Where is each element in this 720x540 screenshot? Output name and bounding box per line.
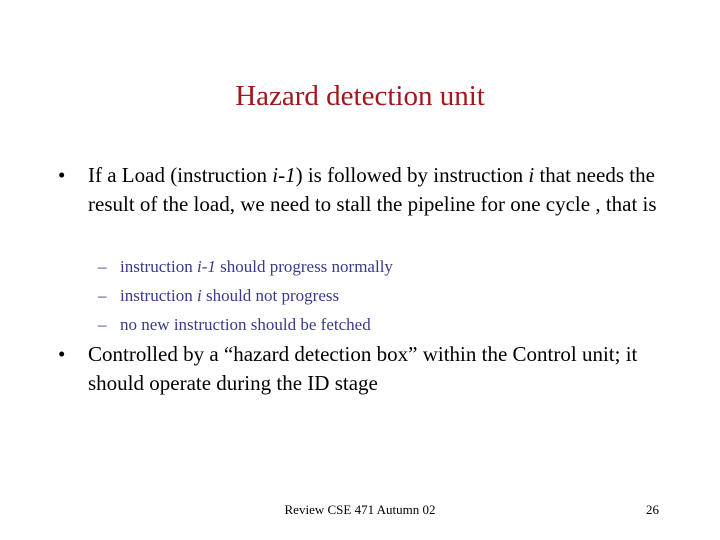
sub-bullet-text: should progress normally xyxy=(215,257,393,276)
bullet-text-part: ) is followed by instruction xyxy=(295,163,529,187)
bullet-text-part: that needs the result of the load, we need to stall the pipeline for one cycle , that is xyxy=(88,163,657,216)
bullet-load-stall xyxy=(58,161,668,219)
bullet-italic-term: i xyxy=(528,163,535,187)
bullet-text: Controlled by a “hazard detection box” within the Control unit; it should operate during the ID stage xyxy=(88,342,638,395)
sub-bullet-marker: – xyxy=(98,315,107,334)
footer-course-label: Review CSE 471 Autumn 02 xyxy=(284,502,436,517)
sub-bullet-text: no new instruction should be fetched xyxy=(120,315,371,334)
sub-bullet-marker: – xyxy=(98,286,107,305)
bullet-italic-term: i-1 xyxy=(272,163,296,187)
sub-bullet-italic-term: i-1 xyxy=(196,257,216,276)
bullet-hazard-box xyxy=(58,340,668,398)
bullet-marker: • xyxy=(58,342,66,366)
sub-bullet-item xyxy=(98,310,658,339)
sub-bullet-text: instruction xyxy=(120,257,197,276)
slide-title: Hazard detection unit xyxy=(235,80,485,112)
sub-bullet-item xyxy=(98,281,658,310)
sub-bullet-text: should not progress xyxy=(201,286,340,305)
sub-bullet-list xyxy=(98,252,658,339)
sub-bullet-italic-term: i xyxy=(196,286,202,305)
page-number: 26 xyxy=(646,502,659,517)
sub-bullet-item xyxy=(98,252,658,281)
bullet-marker: • xyxy=(58,163,66,187)
sub-bullet-marker: – xyxy=(98,257,107,276)
bullet-text-part: If a Load (instruction xyxy=(88,163,273,187)
sub-bullet-text: instruction xyxy=(120,286,197,305)
